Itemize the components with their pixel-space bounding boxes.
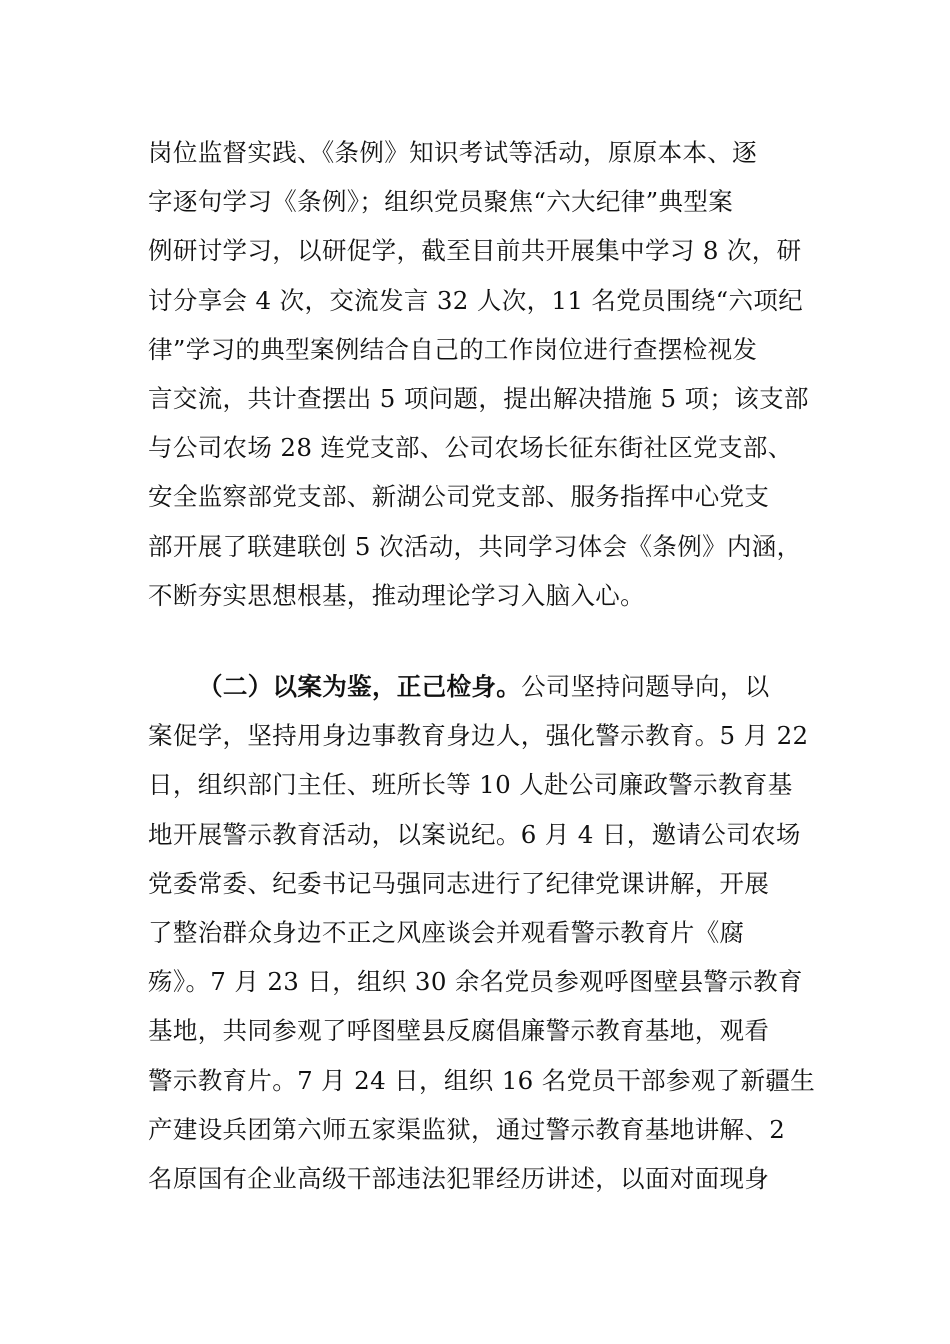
text-line: 殇》。7 月 23 日，组织 30 余名党员参观呼图壁县警示教育 — [148, 967, 803, 997]
text-line: 日，组织部门主任、班所长等 10 人赴公司廉政警示教育基 — [148, 770, 793, 800]
text-line: 字逐句学习《条例》；组织党员聚焦“六大纪律”典型案 — [148, 187, 734, 217]
text-line: 岗位监督实践、《条例》知识考试等活动，原原本本、逐 — [148, 138, 757, 167]
text-line: 例研讨学习，以研促学，截至目前共开展集中学习 8 次，研 — [148, 236, 802, 266]
text-line: 党委常委、纪委书记马强同志进行了纪律党课讲解，开展 — [148, 868, 770, 898]
text-line: 部开展了联建联创 5 次活动，共同学习体会《条例》内涵， — [148, 531, 802, 561]
text-line: 言交流，共计查摆出 5 项问题，提出解决措施 5 项；该支部 — [148, 383, 809, 413]
text-line: 与公司农场 28 连党支部、公司农场长征东街社区党支部、 — [148, 433, 793, 463]
text-line: 讨分享会 4 次，交流发言 32 人次，11 名党员围绕“六项纪 — [148, 285, 804, 315]
heading-line-text: 公司坚持问题导向，以 — [521, 672, 770, 701]
text-line: 安全监察部党支部、新湖公司党支部、服务指挥中心党支 — [148, 482, 770, 512]
paragraph-study-activities — [148, 128, 808, 620]
text-line: 律”学习的典型案例结合自己的工作岗位进行查摆检视发 — [148, 334, 758, 364]
heading-line — [148, 662, 808, 711]
text-line: 不断夯实思想根基，推动理论学习入脑入心。 — [148, 580, 645, 610]
text-line: 产建设兵团第六师五家渠监狱，通过警示教育基地讲解、2 — [148, 1114, 786, 1144]
text-line: 地开展警示教育活动，以案说纪。6 月 4 日，邀请公司农场 — [148, 819, 801, 849]
text-line: 了整治群众身边不正之风座谈会并观看警示教育片《腐 — [148, 917, 745, 947]
text-line: 案促学，坚持用身边事教育身边人，强化警示教育。5 月 22 — [148, 721, 809, 751]
text-line: 基地，共同参观了呼图壁县反腐倡廉警示教育基地，观看 — [148, 1016, 770, 1046]
text-line: 名原国有企业高级干部违法犯罪经历讲述，以面对面现身 — [148, 1163, 770, 1193]
section-heading: （二）以案为鉴，正己检身。 — [198, 672, 522, 701]
text-line: 警示教育片。7 月 24 日，组织 16 名党员干部参观了新疆生 — [148, 1065, 816, 1095]
paragraph-warning-education — [148, 662, 816, 1203]
